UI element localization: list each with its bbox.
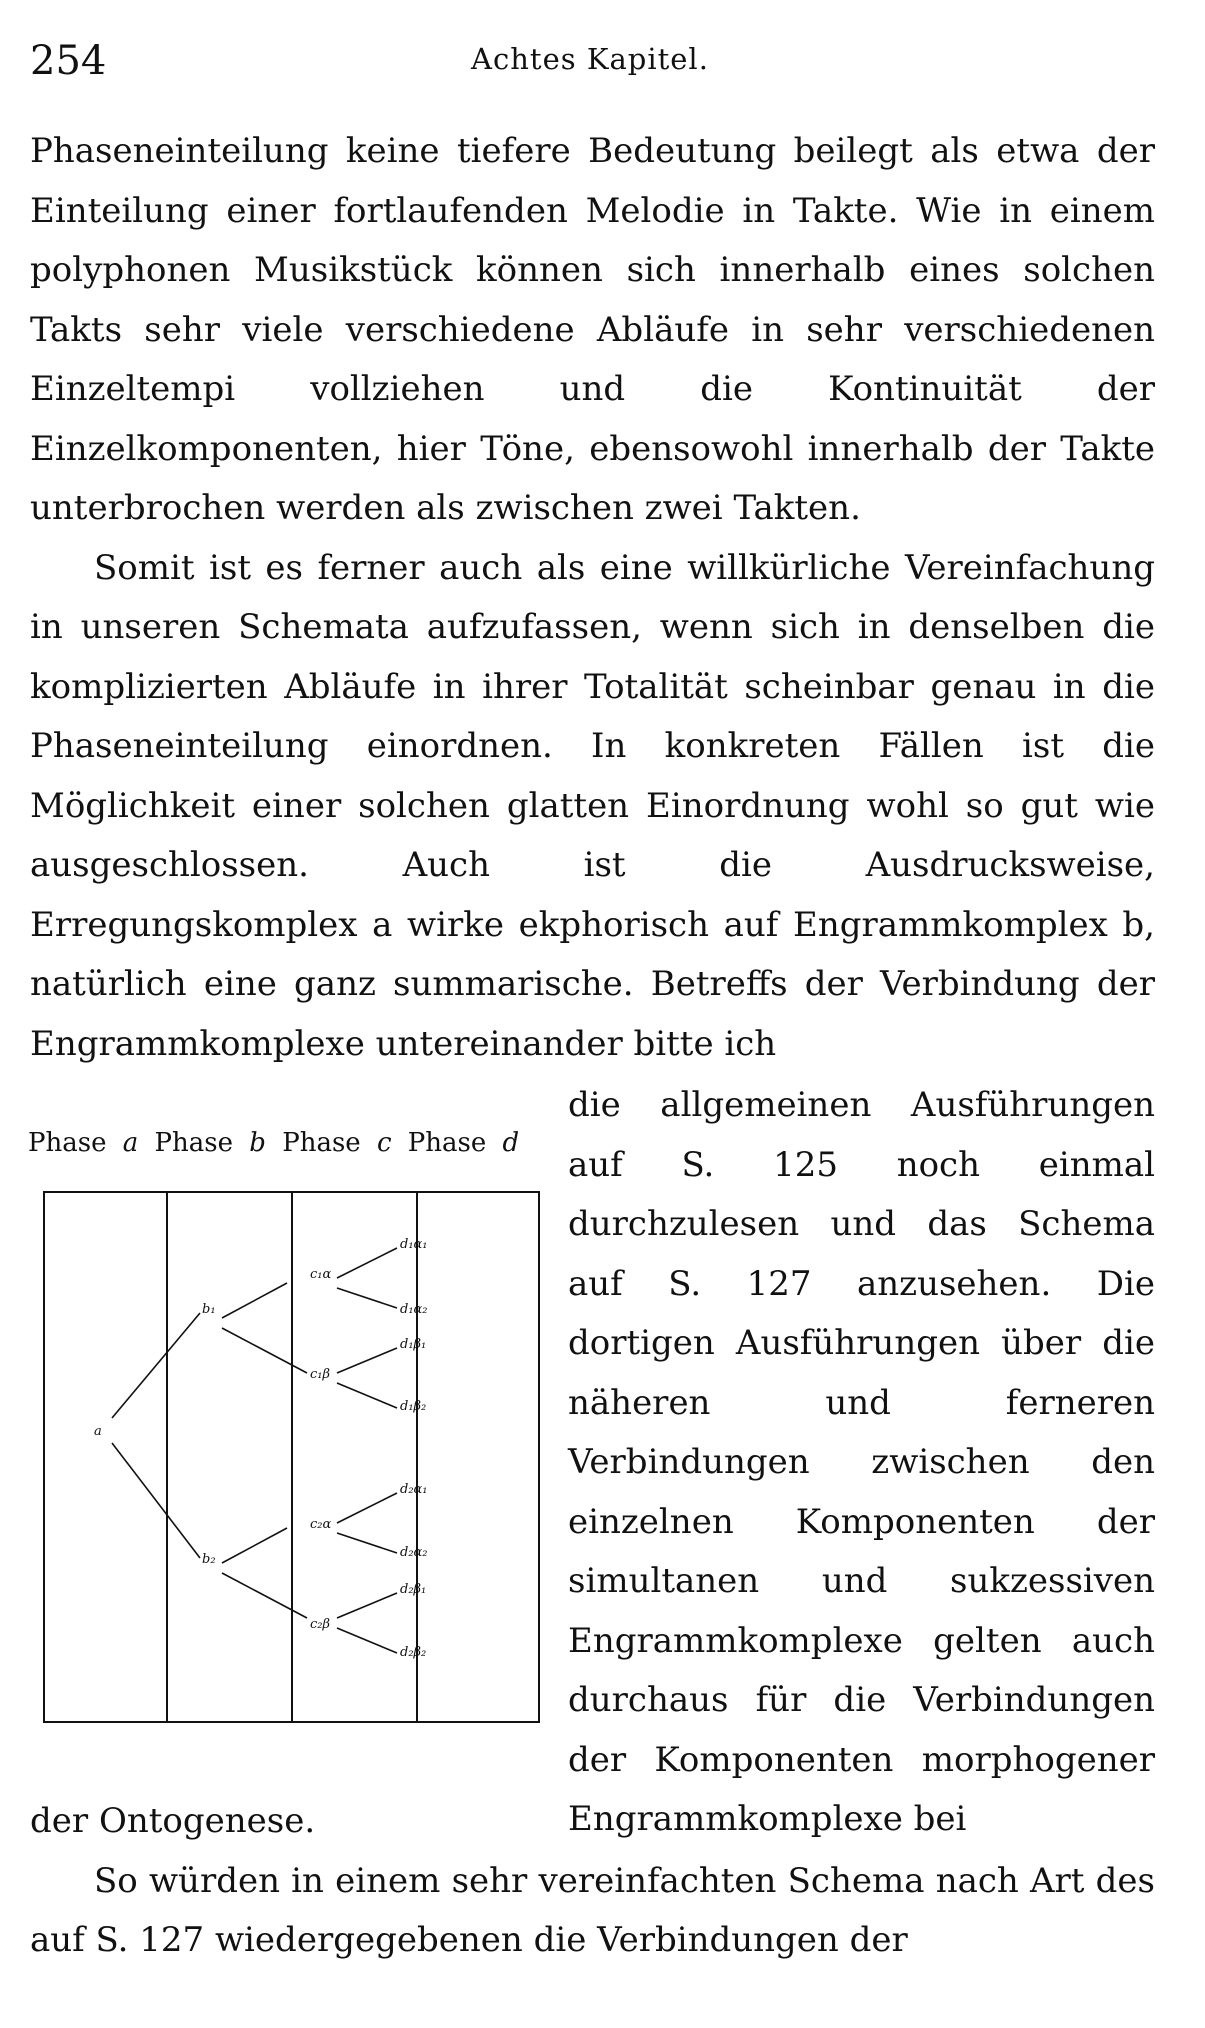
node-b1: b₁ [202,1302,216,1317]
paragraph-1: Phaseneinteilung keine tiefere Bedeutung beilegt als etwa der Einteilung einer fortlaufenden Melodie in Takte. Wie in einem polyphonen Musikstück können sich innerhalb eines solchen Takts sehr viele verschiedene Abläufe in sehr verschiedenen Einzeltempi vollziehen und die Kontinuität der Einzelkomponenten, hier Töne, ebensowohl innerhalb der Takte unterbrochen werden als zwischen zwei Takten. [30,131,1155,528]
node-c1a: c₁α [310,1267,332,1282]
running-head: Achtes Kapitel. [471,42,709,76]
phase-diagram-figure [20,1118,540,1738]
node-c2a: c₂α [310,1517,332,1532]
node-d1b2: d₁β₂ [400,1399,427,1414]
phase-diagram [42,1188,547,1728]
phase-label-b: Phase b [154,1128,266,1158]
phase-label-d: Phase d [407,1128,520,1158]
paragraph-2-end: der Ontogenese. [30,1801,316,1841]
node-d2a1: d₂α₁ [400,1482,428,1497]
node-d2a2: d₂α₂ [400,1545,428,1560]
phase-label-a: Phase a [28,1128,139,1158]
node-b2: b₂ [202,1552,216,1567]
node-d2b1: d₂β₁ [400,1582,427,1597]
body-text-beside-figure [568,1076,1155,1850]
node-d1a1: d₁α₁ [400,1237,428,1252]
node-c1b: c₁β [310,1367,331,1382]
paragraph-2-continued: die allgemeinen Ausführungen auf S. 125 noch einmal durchzulesen und das Schema auf S. 127 anzusehen. Die dortigen Ausführungen über die näheren und ferneren Verbindungen zwischen den einzelnen Komponenten der simultanen und sukzessiven Engrammkomplexe gelten auch durchaus für die Verbindungen der Komponenten morphogener Engrammkomplexe bei [568,1085,1155,1839]
phase-label-c: Phase c [282,1128,392,1158]
connection-lines [112,1248,397,1653]
paragraph-2: Somit ist es ferner auch als eine willkürliche Vereinfachung in unseren Schemata aufzufassen, wenn sich in denselben die komplizierten Abläufe in ihrer Totalität scheinbar genau in die Phaseneinteilung einordnen. In konkreten Fällen ist die Möglichkeit einer solchen glatten Einordnung wohl so gut wie ausgeschlossen. Auch ist die Ausdrucksweise, Erregungskomplex a wirke ekphorisch auf Engrammkomplex b, natürlich eine ganz summarische. Betreffs der Verbindung der Engrammkomplexe untereinander bitte ich [30,547,1155,1064]
node-c2b: c₂β [310,1617,331,1632]
node-d1b1: d₁β₁ [400,1337,427,1352]
node-d2b2: d₂β₂ [400,1645,427,1660]
body-text-bottom [30,1792,1155,1971]
page-header [30,38,1150,98]
paragraph-3: So würden in einem sehr vereinfachten Schema nach Art des auf S. 127 wiedergegebenen die Verbindungen der [30,1860,1155,1960]
body-text-top [30,122,1155,1074]
node-d1a2: d₁α₂ [400,1302,428,1317]
node-a: a [94,1424,102,1439]
phase-labels [28,1128,548,1158]
page-number: 254 [30,38,107,84]
